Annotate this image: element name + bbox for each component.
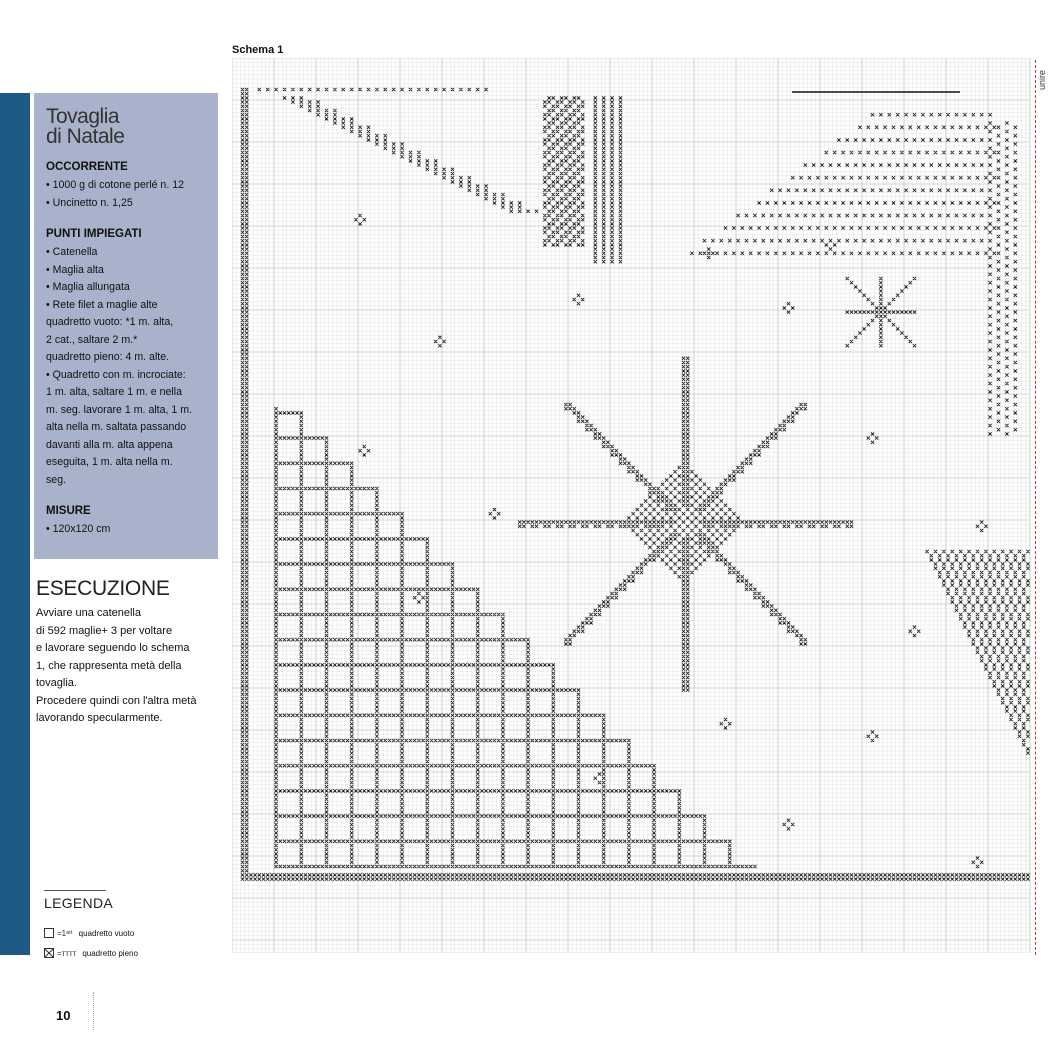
punti-line: davanti alla m. alta appena: [46, 438, 173, 451]
punti-heading: PUNTI IMPIEGATI: [46, 228, 142, 240]
legend-row-full: [44, 943, 224, 963]
execution-line: Procedere quindi con l'altra metà: [36, 694, 197, 707]
punti-line: • Rete filet a maglie alte: [46, 298, 158, 311]
occorrente-item: • 1000 g di cotone perlé n. 12: [46, 179, 184, 191]
misure-heading: MISURE: [46, 505, 91, 517]
punti-line: 2 cat., saltare 2 m.*: [46, 333, 138, 346]
legend-symbol: =1ᵃᵗᵗ: [57, 928, 73, 938]
legend: [44, 890, 224, 963]
punti-line: alta nella m. saltata passando: [46, 421, 187, 433]
execution-line: 1, che rappresenta metà della: [36, 659, 182, 672]
schema-title: Schema 1: [232, 44, 284, 56]
execution-line: lavorando specularmente.: [36, 712, 163, 724]
legend-label: quadretto pieno: [82, 948, 138, 958]
punti-line: • Catenella: [46, 246, 98, 258]
punti-line: quadretto pieno: 4 m. alte.: [46, 351, 170, 363]
legend-row-empty: [44, 923, 224, 943]
filet-chart: [232, 58, 1034, 956]
page-number: 10: [56, 1008, 71, 1023]
execution-line: tovaglia.: [36, 677, 77, 689]
punti-line: • Maglia allungata: [46, 281, 130, 293]
execution-line: Avviare una catenella: [36, 607, 141, 619]
join-cut-line: [1035, 60, 1036, 955]
execution-line: e lavorare seguendo lo schema: [36, 642, 190, 654]
join-label: [1037, 62, 1049, 90]
legend-rule: [44, 890, 106, 891]
title-line-2: di Natale: [46, 125, 125, 148]
punti-line: • Quadretto con m. incrociate:: [46, 368, 186, 381]
info-box: [34, 93, 218, 559]
crossed-square-icon: [44, 948, 54, 958]
legend-symbol: =ᴛᴛᴛᴛ: [57, 948, 77, 958]
title-line-1: Tovaglia: [46, 105, 120, 128]
legend-title: LEGENDA: [44, 895, 114, 911]
legend-label: quadretto vuoto: [78, 928, 135, 938]
punti-line: m. seg. lavorare 1 m. alta, 1 m.: [46, 403, 193, 416]
occorrente-heading: OCCORRENTE: [46, 161, 128, 173]
occorrente-item: • Uncinetto n. 1,25: [46, 196, 133, 209]
execution-line: di 592 maglie+ 3 per voltare: [36, 624, 173, 637]
execution-heading: ESECUZIONE: [36, 577, 170, 600]
edge-color-bar: [0, 93, 30, 955]
join-label-text: unire: [1037, 69, 1047, 90]
execution-section: [36, 577, 220, 728]
project-title: [46, 107, 212, 147]
empty-square-icon: [44, 928, 54, 938]
punti-line: quadretto vuoto: *1 m. alta,: [46, 316, 174, 328]
page-divider: [93, 992, 95, 1030]
punti-line: • Maglia alta: [46, 263, 104, 276]
punti-line: eseguita, 1 m. alta nella m.: [46, 456, 173, 468]
punti-line: 1 m. alta, saltare 1 m. e nella: [46, 386, 183, 398]
punti-line: seg.: [46, 473, 67, 486]
misure-item: • 120x120 cm: [46, 523, 111, 535]
